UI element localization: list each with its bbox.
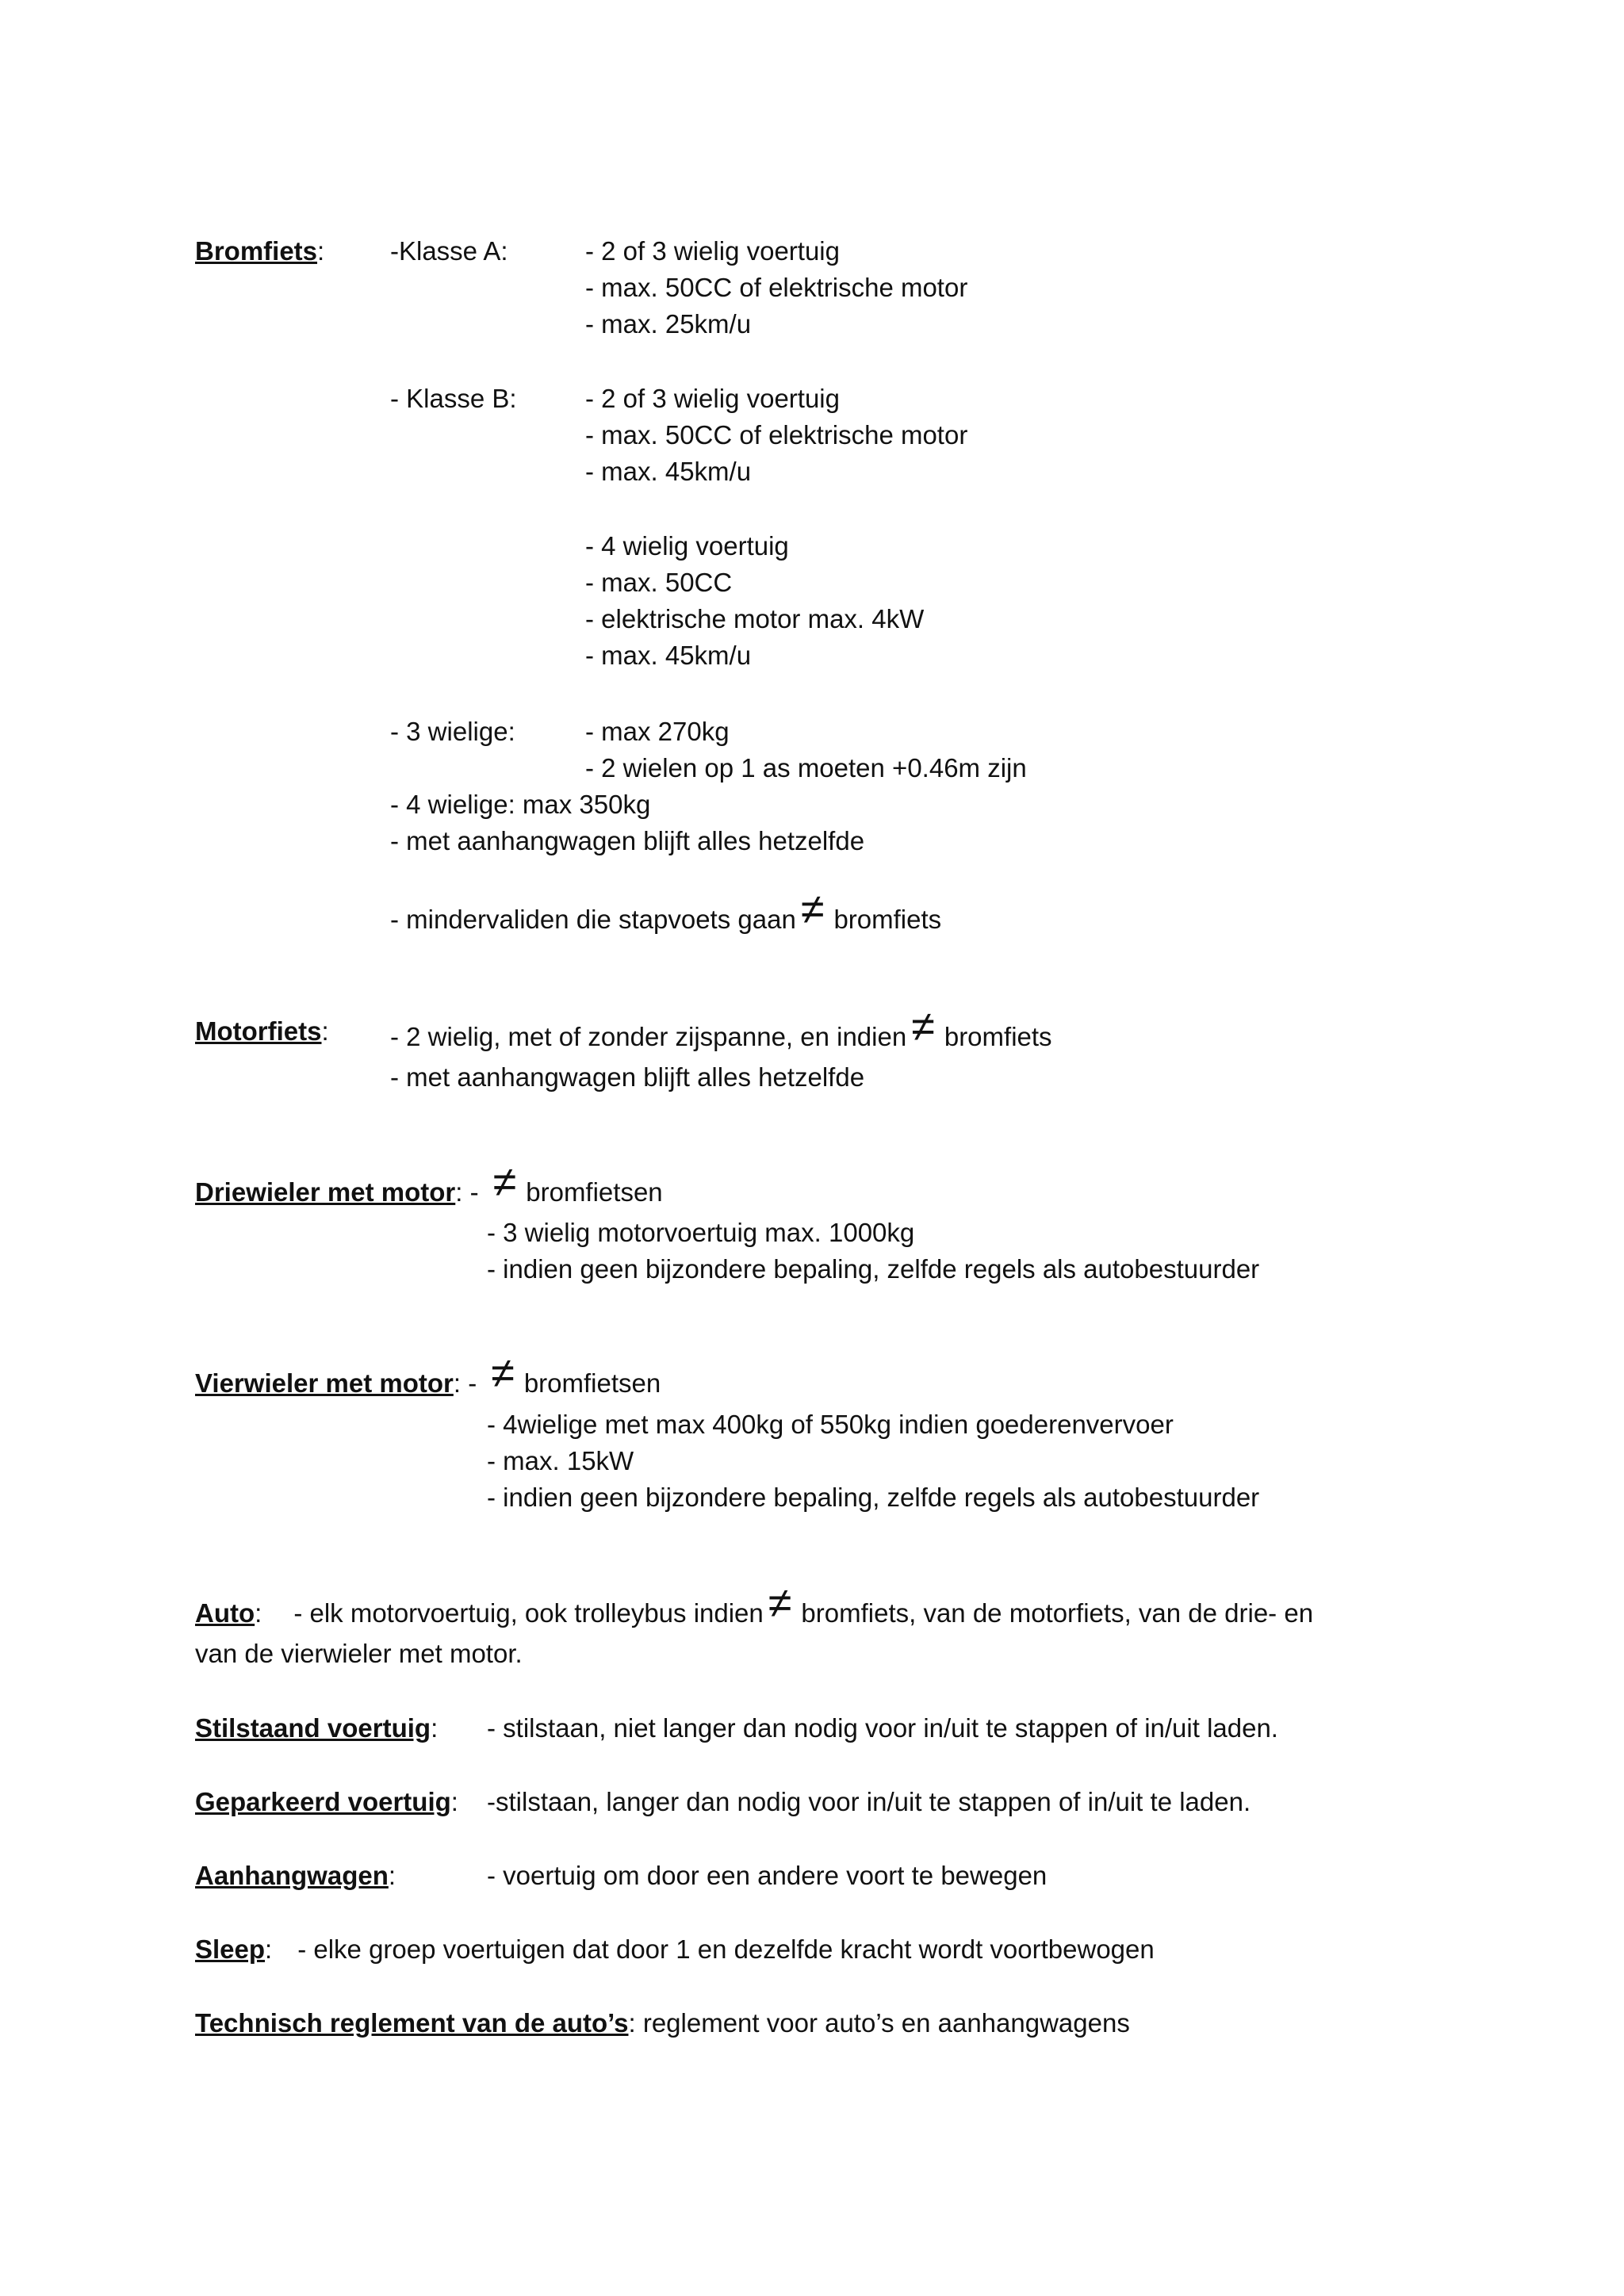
colon: : <box>321 1016 329 1046</box>
klasse-a-item: - 2 of 3 wielig voertuig <box>585 236 840 266</box>
mindervaliden-object: bromfiets <box>833 905 942 934</box>
klasse-b-4wiel-item: - 4 wielig voertuig <box>585 531 789 561</box>
term-motorfiets: Motorfiets <box>195 1016 322 1046</box>
sleep-line <box>195 1932 1155 1967</box>
klasse-a-item: - max. 25km/u <box>585 309 752 339</box>
klasse-b-item: - max. 45km/u <box>585 457 752 486</box>
driewieler-item: - indien geen bijzondere bepaling, zelfde regels als autobestuurder <box>487 1254 1260 1284</box>
klasse-b-label: - Klasse B: <box>390 384 517 413</box>
auto-line <box>195 1579 1314 1631</box>
stilstaand-heading <box>195 1711 438 1746</box>
term-aanhangwagen: Aanhangwagen <box>195 1861 389 1890</box>
geparkeerd-definition: -stilstaan, langer dan nodig voor in/uit te stappen of in/uit te laden. <box>487 1787 1251 1816</box>
technisch-definition: reglement voor auto’s en aanhangwagens <box>635 2008 1130 2038</box>
driewielige-label: - 3 wielige: <box>390 717 515 746</box>
motorfiets-text: - 2 wielig, met of zonder zijspanne, en indien <box>390 1022 907 1051</box>
term-driewieler: Driewieler met motor <box>195 1177 456 1207</box>
auto-text: - elk motorvoertuig, ook trolleybus indien <box>293 1598 764 1628</box>
sleep-definition: - elke groep voertuigen dat door 1 en dezelfde kracht wordt voortbewogen <box>297 1934 1155 1964</box>
aanhangwagen-heading <box>195 1858 396 1893</box>
colon: : <box>455 1177 463 1207</box>
mindervaliden-text: - mindervaliden die stapvoets gaan <box>390 905 796 934</box>
term-technisch-reglement: Technisch reglement van de auto’s <box>195 2008 629 2038</box>
colon: : <box>265 1934 273 1964</box>
colon: : <box>450 1787 458 1816</box>
aanhangwagen-definition: - voertuig om door een andere voort te bewegen <box>487 1861 1048 1890</box>
geparkeerd-heading <box>195 1785 458 1820</box>
term-auto: Auto <box>195 1598 255 1628</box>
auto-text-rest: bromfiets, van de motorfiets, van de drie- en <box>801 1598 1314 1628</box>
colon: : <box>317 236 325 266</box>
term-bromfiets: Bromfiets <box>195 236 318 266</box>
driewieler-heading <box>195 1158 663 1210</box>
motorfiets-line <box>390 1003 1052 1054</box>
motorfiets-object: bromfiets <box>944 1022 1052 1051</box>
technisch-line <box>195 2006 1130 2041</box>
not-equal-icon: ≠ <box>491 1349 515 1397</box>
klasse-a-item: - max. 50CC of elektrische motor <box>585 273 968 302</box>
klasse-b-item: - 2 of 3 wielig voertuig <box>585 384 840 413</box>
klasse-b-4wiel-item: - max. 45km/u <box>585 641 752 670</box>
not-equal-icon: ≠ <box>800 886 825 933</box>
vierwieler-heading <box>195 1349 661 1401</box>
vierwieler-object: bromfietsen <box>523 1368 661 1398</box>
bromfiets-heading <box>195 234 324 269</box>
term-stilstaand: Stilstaand voertuig <box>195 1713 431 1743</box>
auto-line-continued: van de vierwieler met motor. <box>195 1639 523 1668</box>
klasse-a-label: -Klasse A: <box>390 236 508 266</box>
driewieler-item: - 3 wielig motorvoertuig max. 1000kg <box>487 1218 915 1247</box>
stilstaand-definition: - stilstaan, niet langer dan nodig voor in/uit te stappen of in/uit laden. <box>487 1713 1278 1743</box>
dash: - <box>468 1368 477 1398</box>
vierwieler-item: - max. 15kW <box>487 1446 634 1475</box>
dash: - <box>469 1177 479 1207</box>
mindervaliden-line <box>390 886 942 937</box>
term-geparkeerd: Geparkeerd voertuig <box>195 1787 451 1816</box>
motorfiets-heading <box>195 1014 329 1049</box>
not-equal-icon: ≠ <box>768 1579 792 1627</box>
vierwieler-item: - indien geen bijzondere bepaling, zelfde regels als autobestuurder <box>487 1483 1260 1512</box>
klasse-b-4wiel-item: - elektrische motor max. 4kW <box>585 604 925 633</box>
aanhangwagen-line: - met aanhangwagen blijft alles hetzelfde <box>390 826 865 855</box>
driewieler-object: bromfietsen <box>526 1177 663 1207</box>
driewielige-item: - max 270kg <box>585 717 730 746</box>
klasse-b-item: - max. 50CC of elektrische motor <box>585 420 968 450</box>
klasse-b-4wiel-item: - max. 50CC <box>585 568 733 597</box>
colon: : <box>431 1713 439 1743</box>
colon: : <box>255 1598 262 1628</box>
colon: : <box>453 1368 462 1398</box>
term-sleep: Sleep <box>195 1934 266 1964</box>
not-equal-icon: ≠ <box>492 1158 517 1206</box>
not-equal-icon: ≠ <box>911 1003 935 1050</box>
vierwieler-item: - 4wielige met max 400kg of 550kg indien goederenvervoer <box>487 1410 1174 1439</box>
driewielige-item: - 2 wielen op 1 as moeten +0.46m zijn <box>585 753 1027 783</box>
colon: : <box>388 1861 396 1890</box>
motorfiets-line: - met aanhangwagen blijft alles hetzelfde <box>390 1062 865 1092</box>
colon: : <box>628 2008 636 2038</box>
vierwielige-line: - 4 wielige: max 350kg <box>390 790 651 819</box>
term-vierwieler: Vierwieler met motor <box>195 1368 454 1398</box>
